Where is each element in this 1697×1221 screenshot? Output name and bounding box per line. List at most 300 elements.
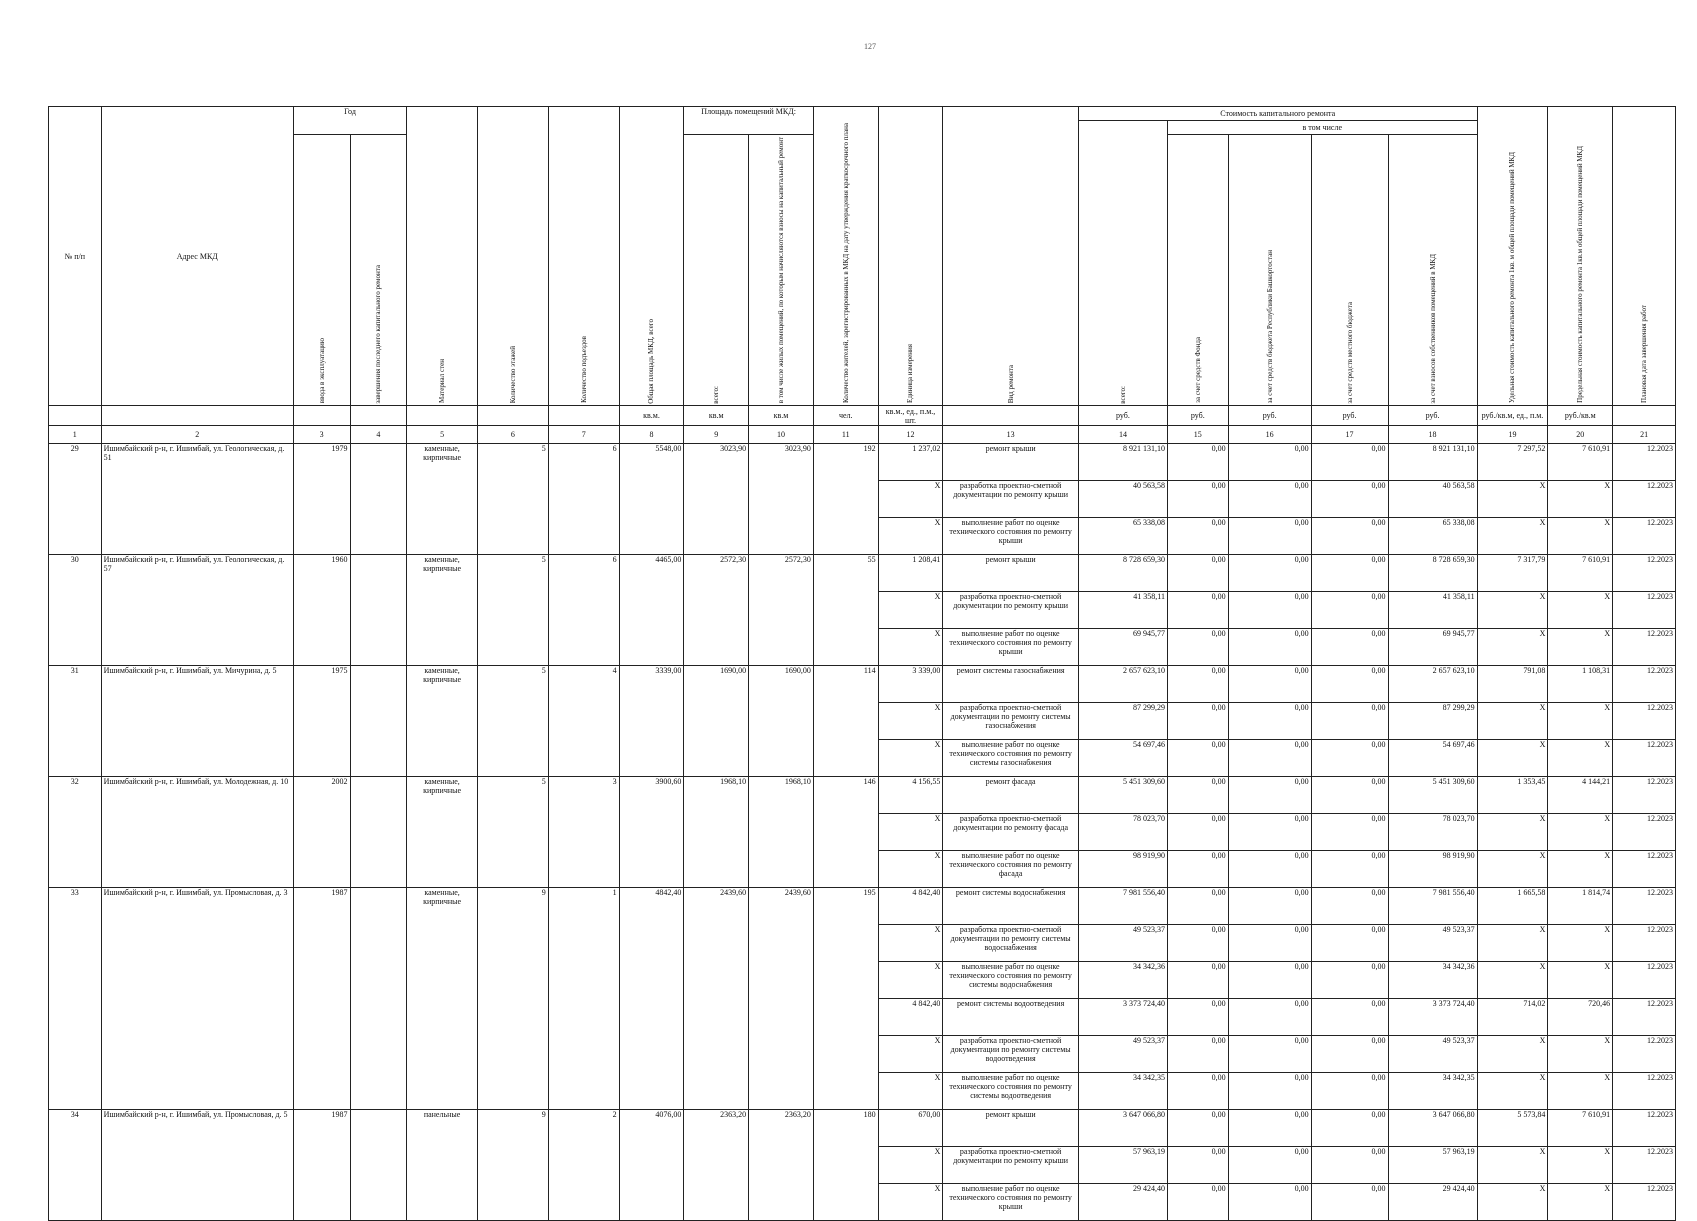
- row-num: 30: [49, 555, 102, 666]
- year-last-repair-cell: [350, 888, 407, 1110]
- hdr-deadline: Плановая дата завершения работ: [1613, 107, 1676, 406]
- entrances-cell: 2: [548, 1110, 619, 1221]
- cost-total-cell: 65 338,08: [1078, 518, 1167, 555]
- floors-cell: 5: [477, 555, 548, 666]
- total-area-cell: 4465,00: [619, 555, 684, 666]
- limit-cost-cell: X: [1548, 1147, 1613, 1184]
- limit-cost-cell: 1 108,31: [1548, 666, 1613, 703]
- hdr-year-last-repair: завершения последнего капитального ремонта: [350, 135, 407, 406]
- year-built-cell: 2002: [293, 777, 350, 888]
- total-area-cell: 5548,00: [619, 444, 684, 555]
- cost-local-cell: 0,00: [1311, 481, 1388, 518]
- residents-cell: 146: [813, 777, 878, 888]
- cost-total-cell: 49 523,37: [1078, 925, 1167, 962]
- measure-cell: 3 339,00: [878, 666, 943, 703]
- cost-owners-cell: 29 424,40: [1388, 1184, 1477, 1221]
- wall-material-cell: каменные, кирпичные: [407, 444, 478, 555]
- measure-cell: 4 842,40: [878, 999, 943, 1036]
- cost-fund-cell: 0,00: [1167, 888, 1228, 925]
- hdr-premises-group: Площадь помещений МКД:: [684, 107, 814, 135]
- premises-paying-cell: 3023,90: [749, 444, 814, 555]
- unit-measure: кв.м., ед., п.м., шт.: [878, 406, 943, 426]
- measure-cell: X: [878, 1184, 943, 1221]
- premises-total-cell: 3023,90: [684, 444, 749, 555]
- cost-total-cell: 34 342,35: [1078, 1073, 1167, 1110]
- cost-total-cell: 3 373 724,40: [1078, 999, 1167, 1036]
- cost-fund-cell: 0,00: [1167, 518, 1228, 555]
- cost-owners-cell: 49 523,37: [1388, 925, 1477, 962]
- year-built-cell: 1960: [293, 555, 350, 666]
- column-number: 8: [619, 426, 684, 444]
- deadline-cell: 12.2023: [1613, 1036, 1676, 1073]
- entrances-cell: 1: [548, 888, 619, 1110]
- hdr-cost-total: всего:: [1078, 121, 1167, 406]
- measure-cell: 670,00: [878, 1110, 943, 1147]
- cost-fund-cell: 0,00: [1167, 962, 1228, 999]
- cost-owners-cell: 8 921 131,10: [1388, 444, 1477, 481]
- table-row: [49, 1110, 1676, 1147]
- unit-cost-cell: X: [1477, 592, 1548, 629]
- unit-rub: руб.: [1311, 406, 1388, 426]
- limit-cost-cell: 7 610,91: [1548, 555, 1613, 592]
- cost-fund-cell: 0,00: [1167, 925, 1228, 962]
- deadline-cell: 12.2023: [1613, 888, 1676, 925]
- column-number: 20: [1548, 426, 1613, 444]
- hdr-cost-group: Стоимость капитального ремонта: [1078, 107, 1477, 121]
- column-number: 5: [407, 426, 478, 444]
- hdr-total-area: Общая площадь МКД, всего: [619, 107, 684, 406]
- deadline-cell: 12.2023: [1613, 1184, 1676, 1221]
- premises-total-cell: 2363,20: [684, 1110, 749, 1221]
- cost-fund-cell: 0,00: [1167, 555, 1228, 592]
- cost-total-cell: 54 697,46: [1078, 740, 1167, 777]
- measure-cell: 4 842,40: [878, 888, 943, 925]
- limit-cost-cell: X: [1548, 851, 1613, 888]
- column-number: 15: [1167, 426, 1228, 444]
- cost-republic-cell: 0,00: [1228, 1036, 1311, 1073]
- hdr-cost-local: за счет средств местного бюджета: [1311, 135, 1388, 406]
- cost-fund-cell: 0,00: [1167, 666, 1228, 703]
- residents-cell: 192: [813, 444, 878, 555]
- limit-cost-cell: X: [1548, 740, 1613, 777]
- cost-total-cell: 40 563,58: [1078, 481, 1167, 518]
- unit-premises-total: кв.м: [684, 406, 749, 426]
- deadline-cell: 12.2023: [1613, 740, 1676, 777]
- deadline-cell: 12.2023: [1613, 1110, 1676, 1147]
- entrances-cell: 4: [548, 666, 619, 777]
- cost-local-cell: 0,00: [1311, 962, 1388, 999]
- cost-total-cell: 87 299,29: [1078, 703, 1167, 740]
- row-num: 31: [49, 666, 102, 777]
- column-number: 14: [1078, 426, 1167, 444]
- cost-fund-cell: 0,00: [1167, 777, 1228, 814]
- work-type-cell: разработка проектно-сметной документации по ремонту системы водоотведения: [943, 1036, 1079, 1073]
- deadline-cell: 12.2023: [1613, 1073, 1676, 1110]
- column-number: 16: [1228, 426, 1311, 444]
- wall-material-cell: каменные, кирпичные: [407, 888, 478, 1110]
- unit-limit-cost: руб./кв.м: [1548, 406, 1613, 426]
- unit-rub: руб.: [1167, 406, 1228, 426]
- address-cell: Ишимбайский р-н, г. Ишимбай, ул. Геологическая, д. 57: [101, 555, 293, 666]
- unit-cost-cell: 5 573,84: [1477, 1110, 1548, 1147]
- year-last-repair-cell: [350, 777, 407, 888]
- unit-rub: руб.: [1228, 406, 1311, 426]
- deadline-cell: 12.2023: [1613, 444, 1676, 481]
- hdr-premises-paying: в том числе жилых помещений, по которым начисляются взносы на капитальный ремонт: [749, 135, 814, 406]
- cost-republic-cell: 0,00: [1228, 1184, 1311, 1221]
- address-cell: Ишимбайский р-н, г. Ишимбай, ул. Геологическая, д. 51: [101, 444, 293, 555]
- deadline-cell: 12.2023: [1613, 925, 1676, 962]
- unit-cost-cell: X: [1477, 851, 1548, 888]
- work-type-cell: разработка проектно-сметной документации по ремонту крыши: [943, 592, 1079, 629]
- cost-owners-cell: 54 697,46: [1388, 740, 1477, 777]
- cost-total-cell: 69 945,77: [1078, 629, 1167, 666]
- cost-republic-cell: 0,00: [1228, 999, 1311, 1036]
- column-number: 7: [548, 426, 619, 444]
- cost-local-cell: 0,00: [1311, 1073, 1388, 1110]
- work-type-cell: разработка проектно-сметной документации по ремонту крыши: [943, 481, 1079, 518]
- limit-cost-cell: X: [1548, 814, 1613, 851]
- cost-owners-cell: 34 342,35: [1388, 1073, 1477, 1110]
- limit-cost-cell: X: [1548, 481, 1613, 518]
- measure-cell: X: [878, 1036, 943, 1073]
- work-type-cell: ремонт системы водоснабжения: [943, 888, 1079, 925]
- deadline-cell: 12.2023: [1613, 777, 1676, 814]
- cost-owners-cell: 41 358,11: [1388, 592, 1477, 629]
- measure-cell: X: [878, 518, 943, 555]
- residents-cell: 55: [813, 555, 878, 666]
- column-number: 13: [943, 426, 1079, 444]
- table-body: [49, 444, 1676, 1221]
- work-type-cell: ремонт фасада: [943, 777, 1079, 814]
- work-type-cell: выполнение работ по оценке технического состояния по ремонту крыши: [943, 629, 1079, 666]
- unit-cost-cell: 1 353,45: [1477, 777, 1548, 814]
- cost-local-cell: 0,00: [1311, 1184, 1388, 1221]
- cost-owners-cell: 78 023,70: [1388, 814, 1477, 851]
- cost-local-cell: 0,00: [1311, 555, 1388, 592]
- unit-cost-cell: X: [1477, 703, 1548, 740]
- unit-cost-cell: 714,02: [1477, 999, 1548, 1036]
- limit-cost-cell: 1 814,74: [1548, 888, 1613, 925]
- unit-unit-cost: руб./кв.м, ед., п.м.: [1477, 406, 1548, 426]
- cost-republic-cell: 0,00: [1228, 888, 1311, 925]
- hdr-address: Адрес МКД: [101, 107, 293, 406]
- limit-cost-cell: X: [1548, 1184, 1613, 1221]
- measure-cell: 1 237,02: [878, 444, 943, 481]
- row-num: 34: [49, 1110, 102, 1221]
- cost-fund-cell: 0,00: [1167, 999, 1228, 1036]
- hdr-cost-incl: в том числе: [1167, 121, 1477, 135]
- floors-cell: 5: [477, 777, 548, 888]
- cost-total-cell: 3 647 066,80: [1078, 1110, 1167, 1147]
- table-row: [49, 888, 1676, 925]
- unit-cost-cell: X: [1477, 1036, 1548, 1073]
- column-number: 21: [1613, 426, 1676, 444]
- work-type-cell: выполнение работ по оценке технического состояния по ремонту крыши: [943, 1184, 1079, 1221]
- total-area-cell: 3900,60: [619, 777, 684, 888]
- cost-local-cell: 0,00: [1311, 629, 1388, 666]
- cost-owners-cell: 87 299,29: [1388, 703, 1477, 740]
- measure-cell: X: [878, 1147, 943, 1184]
- wall-material-cell: каменные, кирпичные: [407, 777, 478, 888]
- total-area-cell: 4076,00: [619, 1110, 684, 1221]
- cost-republic-cell: 0,00: [1228, 962, 1311, 999]
- cost-republic-cell: 0,00: [1228, 1073, 1311, 1110]
- measure-cell: X: [878, 814, 943, 851]
- cost-owners-cell: 3 647 066,80: [1388, 1110, 1477, 1147]
- measure-cell: 1 208,41: [878, 555, 943, 592]
- cost-owners-cell: 5 451 309,60: [1388, 777, 1477, 814]
- work-type-cell: выполнение работ по оценке технического состояния по ремонту системы водоснабжения: [943, 962, 1079, 999]
- cost-fund-cell: 0,00: [1167, 629, 1228, 666]
- cost-republic-cell: 0,00: [1228, 1147, 1311, 1184]
- measure-cell: X: [878, 962, 943, 999]
- hdr-premises-total: всего:: [684, 135, 749, 406]
- premises-total-cell: 1968,10: [684, 777, 749, 888]
- cost-total-cell: 8 728 659,30: [1078, 555, 1167, 592]
- floors-cell: 5: [477, 666, 548, 777]
- premises-paying-cell: 2363,20: [749, 1110, 814, 1221]
- row-num: 33: [49, 888, 102, 1110]
- cost-total-cell: 5 451 309,60: [1078, 777, 1167, 814]
- deadline-cell: 12.2023: [1613, 1147, 1676, 1184]
- cost-republic-cell: 0,00: [1228, 740, 1311, 777]
- unit-cost-cell: X: [1477, 481, 1548, 518]
- cost-republic-cell: 0,00: [1228, 592, 1311, 629]
- cost-local-cell: 0,00: [1311, 518, 1388, 555]
- work-type-cell: разработка проектно-сметной документации по ремонту крыши: [943, 1147, 1079, 1184]
- work-type-cell: выполнение работ по оценке технического состояния по ремонту системы газоснабжения: [943, 740, 1079, 777]
- total-area-cell: 3339,00: [619, 666, 684, 777]
- limit-cost-cell: X: [1548, 592, 1613, 629]
- measure-cell: X: [878, 629, 943, 666]
- measure-cell: X: [878, 592, 943, 629]
- column-number: 2: [101, 426, 293, 444]
- deadline-cell: 12.2023: [1613, 481, 1676, 518]
- units-row: [49, 406, 1676, 426]
- row-num: 32: [49, 777, 102, 888]
- cost-fund-cell: 0,00: [1167, 703, 1228, 740]
- cost-local-cell: 0,00: [1311, 999, 1388, 1036]
- cost-total-cell: 34 342,36: [1078, 962, 1167, 999]
- hdr-cost-republic: за счет средств бюджета Республики Башкортостан: [1228, 135, 1311, 406]
- cost-republic-cell: 0,00: [1228, 703, 1311, 740]
- premises-paying-cell: 1690,00: [749, 666, 814, 777]
- unit-cost-cell: X: [1477, 962, 1548, 999]
- hdr-unit-cost: Удельная стоимость капитального ремонта 1кв. м общей площади помещений МКД: [1477, 107, 1548, 406]
- cost-local-cell: 0,00: [1311, 703, 1388, 740]
- cost-total-cell: 7 981 556,40: [1078, 888, 1167, 925]
- unit-rub: руб.: [1078, 406, 1167, 426]
- year-last-repair-cell: [350, 444, 407, 555]
- cost-local-cell: 0,00: [1311, 851, 1388, 888]
- measure-cell: X: [878, 481, 943, 518]
- unit-cost-cell: X: [1477, 925, 1548, 962]
- cost-local-cell: 0,00: [1311, 925, 1388, 962]
- year-built-cell: 1987: [293, 888, 350, 1110]
- work-type-cell: разработка проектно-сметной документации по ремонту системы водоснабжения: [943, 925, 1079, 962]
- measure-cell: X: [878, 1073, 943, 1110]
- limit-cost-cell: X: [1548, 962, 1613, 999]
- work-type-cell: ремонт системы газоснабжения: [943, 666, 1079, 703]
- unit-cost-cell: X: [1477, 1147, 1548, 1184]
- deadline-cell: 12.2023: [1613, 518, 1676, 555]
- column-number: 11: [813, 426, 878, 444]
- unit-cost-cell: X: [1477, 740, 1548, 777]
- cost-total-cell: 41 358,11: [1078, 592, 1167, 629]
- unit-cost-cell: 7 317,79: [1477, 555, 1548, 592]
- cost-owners-cell: 8 728 659,30: [1388, 555, 1477, 592]
- deadline-cell: 12.2023: [1613, 999, 1676, 1036]
- unit-cost-cell: 791,08: [1477, 666, 1548, 703]
- residents-cell: 180: [813, 1110, 878, 1221]
- hdr-cost-fund: за счет средств Фонда: [1167, 135, 1228, 406]
- table-row: [49, 666, 1676, 703]
- cost-local-cell: 0,00: [1311, 444, 1388, 481]
- unit-cost-cell: 7 297,52: [1477, 444, 1548, 481]
- year-last-repair-cell: [350, 666, 407, 777]
- year-last-repair-cell: [350, 555, 407, 666]
- repair-plan-table: [48, 106, 1676, 1221]
- cost-total-cell: 57 963,19: [1078, 1147, 1167, 1184]
- work-type-cell: ремонт крыши: [943, 1110, 1079, 1147]
- cost-total-cell: 98 919,90: [1078, 851, 1167, 888]
- hdr-year-group: Год: [293, 107, 406, 135]
- unit-residents: чел.: [813, 406, 878, 426]
- row-num: 29: [49, 444, 102, 555]
- deadline-cell: 12.2023: [1613, 962, 1676, 999]
- cost-fund-cell: 0,00: [1167, 444, 1228, 481]
- cost-local-cell: 0,00: [1311, 777, 1388, 814]
- table-row: [49, 777, 1676, 814]
- unit-cost-cell: X: [1477, 1184, 1548, 1221]
- cost-total-cell: 49 523,37: [1078, 1036, 1167, 1073]
- hdr-cost-owners: за счет взносов собственников помещений в МКД: [1388, 135, 1477, 406]
- cost-fund-cell: 0,00: [1167, 740, 1228, 777]
- deadline-cell: 12.2023: [1613, 592, 1676, 629]
- measure-cell: X: [878, 740, 943, 777]
- cost-fund-cell: 0,00: [1167, 1147, 1228, 1184]
- work-type-cell: выполнение работ по оценке технического состояния по ремонту крыши: [943, 518, 1079, 555]
- deadline-cell: 12.2023: [1613, 666, 1676, 703]
- hdr-residents: Количество жителей, зарегистрированных в МКД на дату утверждения краткосрочного плана: [813, 107, 878, 406]
- cost-republic-cell: 0,00: [1228, 666, 1311, 703]
- address-cell: Ишимбайский р-н, г. Ишимбай, ул. Мичурина, д. 5: [101, 666, 293, 777]
- cost-local-cell: 0,00: [1311, 1110, 1388, 1147]
- wall-material-cell: каменные, кирпичные: [407, 555, 478, 666]
- unit-cost-cell: X: [1477, 814, 1548, 851]
- limit-cost-cell: X: [1548, 703, 1613, 740]
- limit-cost-cell: X: [1548, 629, 1613, 666]
- column-number: 19: [1477, 426, 1548, 444]
- cost-fund-cell: 0,00: [1167, 481, 1228, 518]
- unit-cost-cell: X: [1477, 518, 1548, 555]
- year-last-repair-cell: [350, 1110, 407, 1221]
- cost-republic-cell: 0,00: [1228, 814, 1311, 851]
- cost-owners-cell: 69 945,77: [1388, 629, 1477, 666]
- cost-owners-cell: 98 919,90: [1388, 851, 1477, 888]
- column-number: 12: [878, 426, 943, 444]
- cost-local-cell: 0,00: [1311, 888, 1388, 925]
- entrances-cell: 6: [548, 444, 619, 555]
- cost-republic-cell: 0,00: [1228, 925, 1311, 962]
- cost-fund-cell: 0,00: [1167, 851, 1228, 888]
- column-number: 17: [1311, 426, 1388, 444]
- premises-paying-cell: 2572,30: [749, 555, 814, 666]
- hdr-floors: Количество этажей: [477, 107, 548, 406]
- address-cell: Ишимбайский р-н, г. Ишимбай, ул. Молодежная, д. 10: [101, 777, 293, 888]
- limit-cost-cell: X: [1548, 925, 1613, 962]
- cost-total-cell: 78 023,70: [1078, 814, 1167, 851]
- year-built-cell: 1975: [293, 666, 350, 777]
- cost-total-cell: 29 424,40: [1078, 1184, 1167, 1221]
- cost-local-cell: 0,00: [1311, 666, 1388, 703]
- measure-cell: X: [878, 703, 943, 740]
- hdr-year-built: ввода в эксплуатацию: [293, 135, 350, 406]
- premises-total-cell: 2439,60: [684, 888, 749, 1110]
- deadline-cell: 12.2023: [1613, 814, 1676, 851]
- floors-cell: 9: [477, 888, 548, 1110]
- cost-republic-cell: 0,00: [1228, 629, 1311, 666]
- entrances-cell: 6: [548, 555, 619, 666]
- premises-paying-cell: 2439,60: [749, 888, 814, 1110]
- hdr-wall-material: Материал стен: [407, 107, 478, 406]
- cost-republic-cell: 0,00: [1228, 518, 1311, 555]
- column-number: 6: [477, 426, 548, 444]
- measure-cell: 4 156,55: [878, 777, 943, 814]
- work-type-cell: разработка проектно-сметной документации по ремонту фасада: [943, 814, 1079, 851]
- cost-republic-cell: 0,00: [1228, 481, 1311, 518]
- cost-fund-cell: 0,00: [1167, 1184, 1228, 1221]
- residents-cell: 195: [813, 888, 878, 1110]
- unit-cost-cell: 1 665,58: [1477, 888, 1548, 925]
- address-cell: Ишимбайский р-н, г. Ишимбай, ул. Промысловая, д. 5: [101, 1110, 293, 1221]
- cost-total-cell: 8 921 131,10: [1078, 444, 1167, 481]
- limit-cost-cell: X: [1548, 518, 1613, 555]
- unit-cost-cell: X: [1477, 629, 1548, 666]
- work-type-cell: разработка проектно-сметной документации по ремонту системы газоснабжения: [943, 703, 1079, 740]
- cost-local-cell: 0,00: [1311, 592, 1388, 629]
- limit-cost-cell: 4 144,21: [1548, 777, 1613, 814]
- table-row: [49, 444, 1676, 481]
- address-cell: Ишимбайский р-н, г. Ишимбай, ул. Промысловая, д. 3: [101, 888, 293, 1110]
- cost-fund-cell: 0,00: [1167, 814, 1228, 851]
- cost-owners-cell: 40 563,58: [1388, 481, 1477, 518]
- column-number: 18: [1388, 426, 1477, 444]
- column-number: 1: [49, 426, 102, 444]
- premises-total-cell: 2572,30: [684, 555, 749, 666]
- premises-paying-cell: 1968,10: [749, 777, 814, 888]
- cost-fund-cell: 0,00: [1167, 1110, 1228, 1147]
- cost-republic-cell: 0,00: [1228, 444, 1311, 481]
- year-built-cell: 1979: [293, 444, 350, 555]
- hdr-entrances: Количество подъездов: [548, 107, 619, 406]
- limit-cost-cell: X: [1548, 1036, 1613, 1073]
- unit-area: кв.м.: [619, 406, 684, 426]
- cost-republic-cell: 0,00: [1228, 777, 1311, 814]
- column-numbers-row: [49, 426, 1676, 444]
- wall-material-cell: каменные, кирпичные: [407, 666, 478, 777]
- cost-owners-cell: 57 963,19: [1388, 1147, 1477, 1184]
- residents-cell: 114: [813, 666, 878, 777]
- total-area-cell: 4842,40: [619, 888, 684, 1110]
- work-type-cell: ремонт крыши: [943, 444, 1079, 481]
- deadline-cell: 12.2023: [1613, 703, 1676, 740]
- cost-local-cell: 0,00: [1311, 814, 1388, 851]
- cost-republic-cell: 0,00: [1228, 851, 1311, 888]
- unit-cost-cell: X: [1477, 1073, 1548, 1110]
- cost-fund-cell: 0,00: [1167, 592, 1228, 629]
